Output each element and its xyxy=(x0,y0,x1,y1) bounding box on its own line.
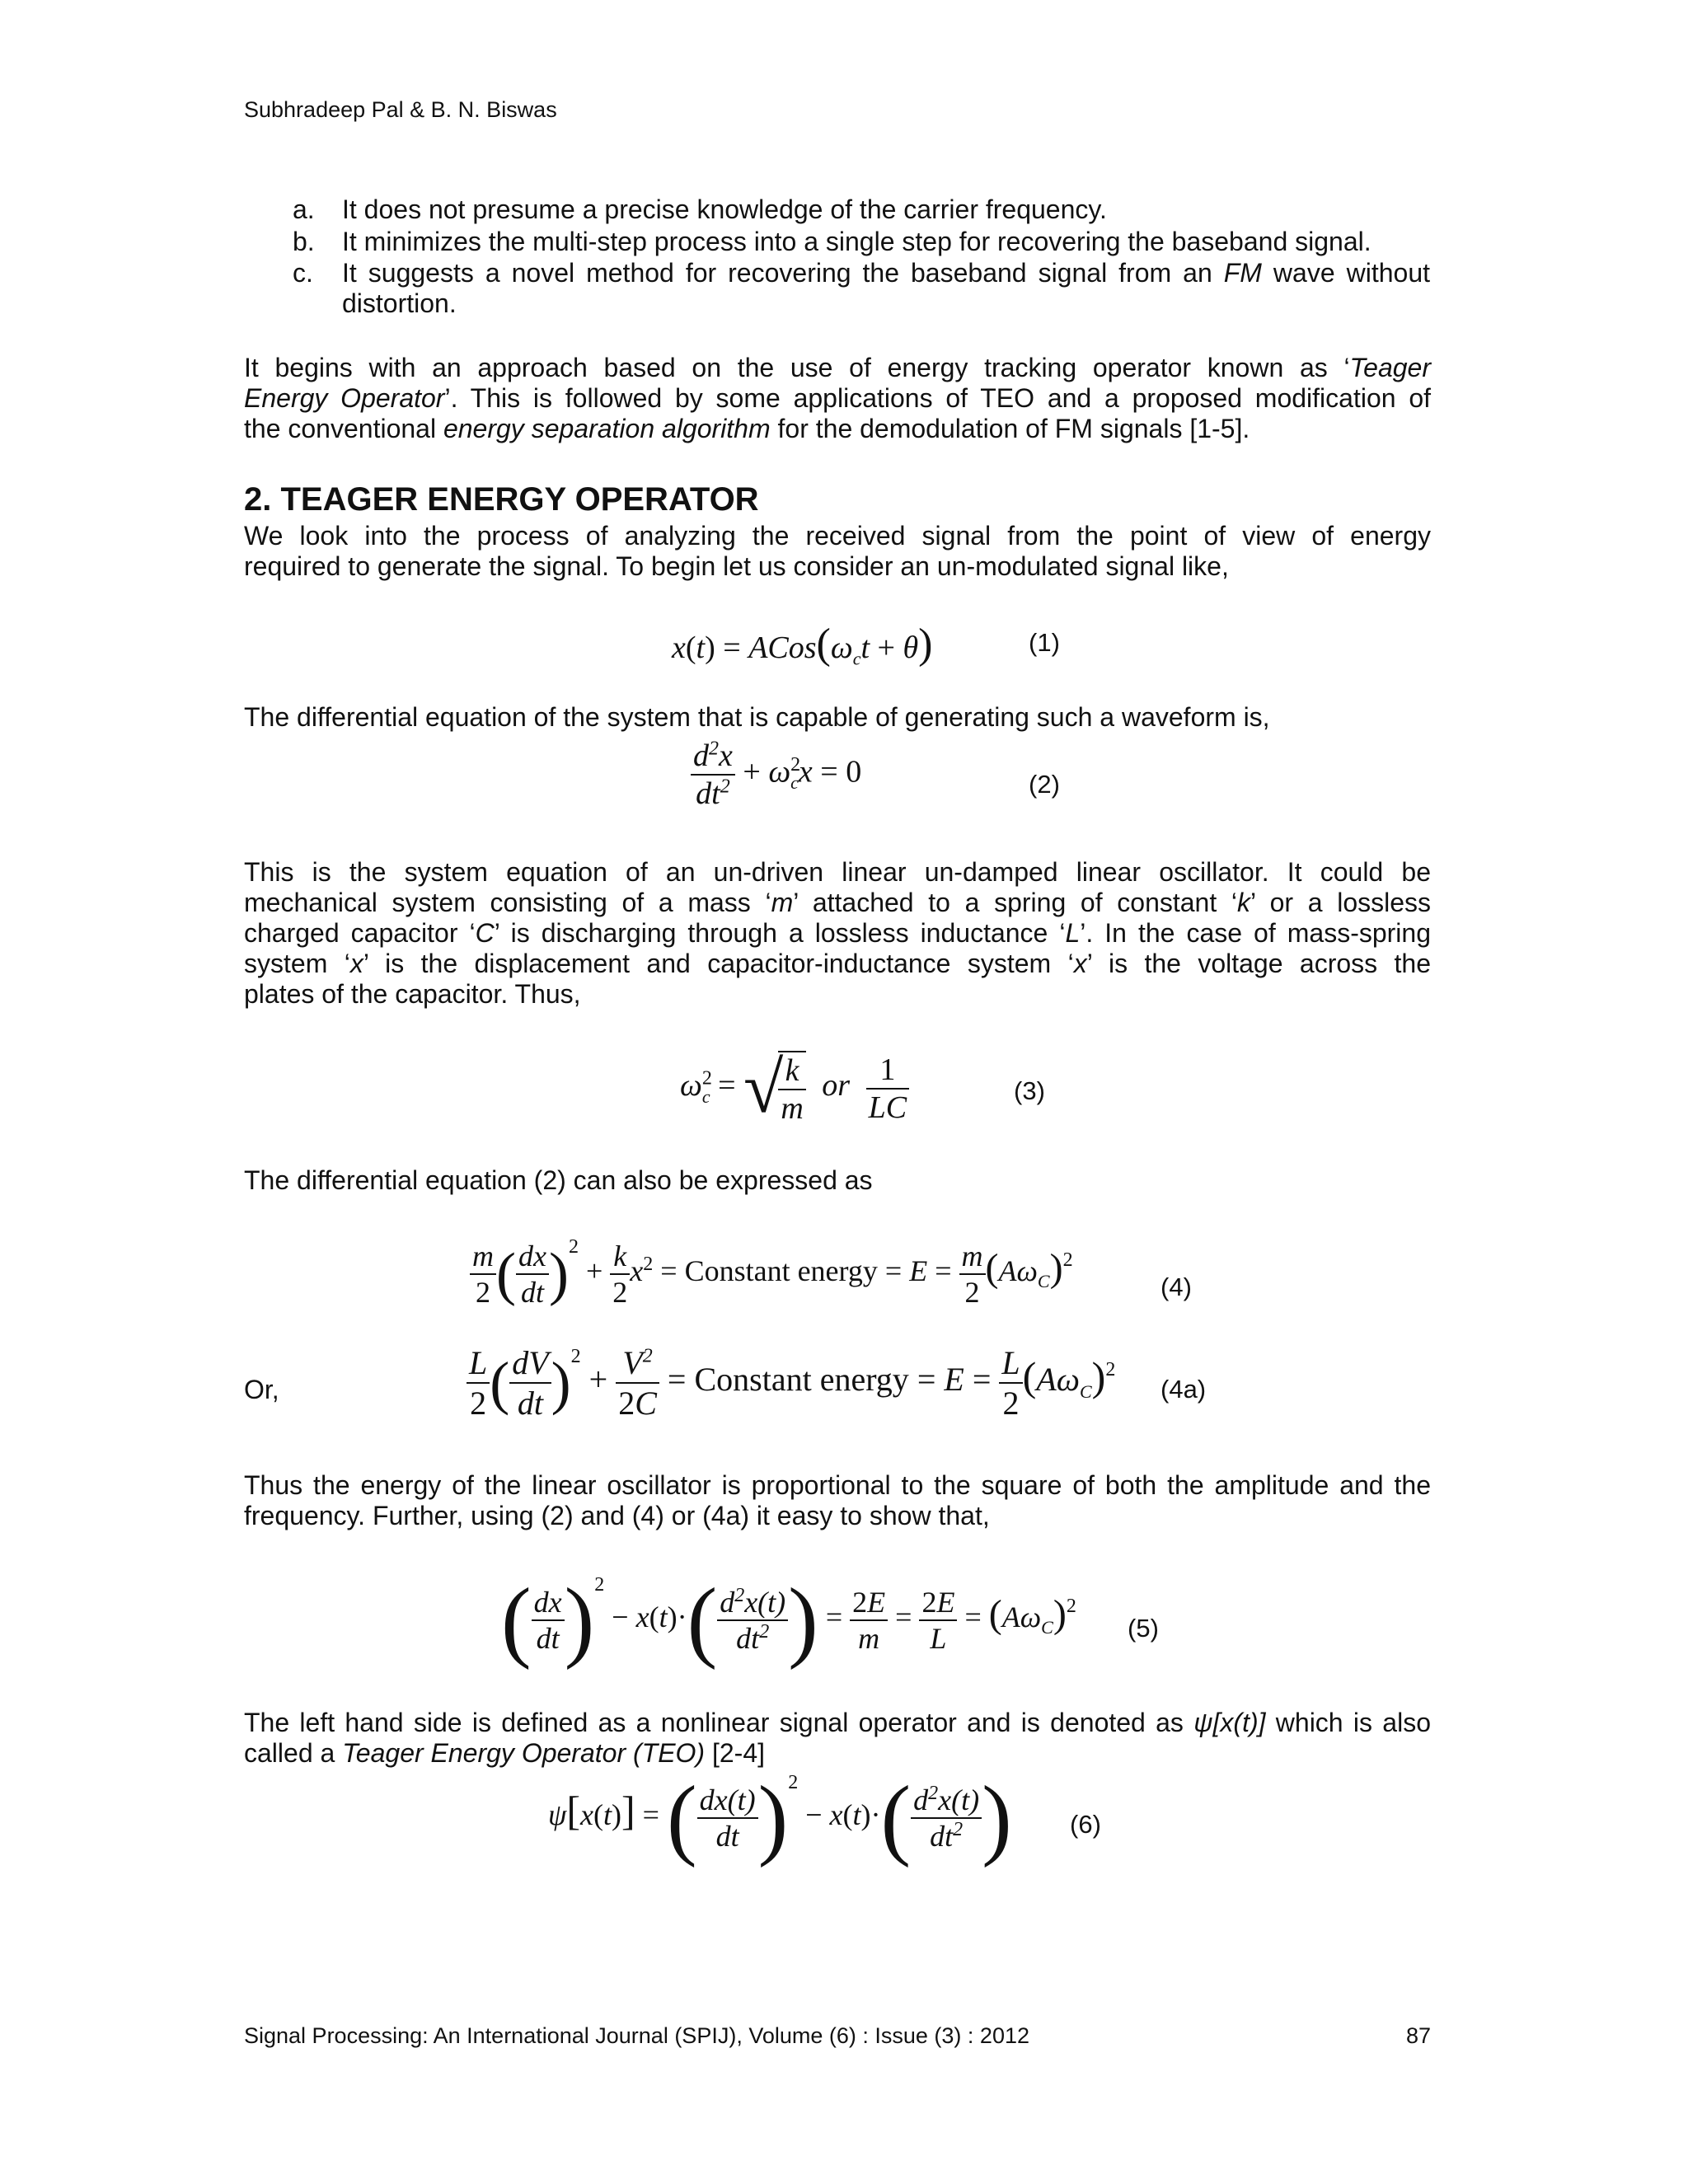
intro-paragraph xyxy=(244,353,1431,444)
text-line: The left hand side is defined as a nonlinear signal operator and is denoted as ψ[x(t)] which is also xyxy=(244,1708,1432,1737)
equation-4a: $\frac{L}{2}$ ( $\frac{dV}{dt}$ )$^2$ + $\frac{V^2}{2C}$ = Constant energy = E = $\frac{L}{2}$ $(A\omega_C)^2$ xyxy=(467,1343,1115,1422)
equation-1: $x(t) = ACos(\omega_ct + \theta)$ xyxy=(672,621,933,669)
list-item xyxy=(293,194,1430,225)
list-text: It minimizes the multi-step process into a single step for recovering the baseband signal. xyxy=(342,227,1372,256)
list-text: It does not presume a precise knowledge of the carrier frequency. xyxy=(342,194,1107,224)
text-line: Thus the energy of the linear oscillator is proportional to the square of both the amplitude and the xyxy=(244,1470,1431,1500)
text-line: frequency. Further, using (2) and (4) or (4a) it easy to show that, xyxy=(244,1501,990,1530)
equation-2: $\frac{d^2x}{dt^2}$ + $\omega^2_cx = 0$ xyxy=(691,738,861,812)
list-item xyxy=(293,227,1430,257)
paragraph: The differential equation (2) can also be expressed as xyxy=(244,1165,873,1195)
equation-number: (1) xyxy=(1029,628,1060,657)
list-text-line: It suggests a novel method for recovering the baseband signal from an FM wave without xyxy=(342,258,1431,288)
equation-number: (5) xyxy=(1128,1614,1159,1643)
equation-number: (4) xyxy=(1160,1272,1192,1301)
equation-5: ( $\frac{dx}{dt}$ )$^2$ − x(t)·( $\frac{d^2x(t)}{dt^2}$ ) = $\frac{2E}{m}$ = $\frac{2E}{L}$ = $(A\omega_C)^2$ xyxy=(501,1569,1076,1671)
list-label: a. xyxy=(293,194,315,224)
section-heading: 2. TEAGER ENERGY OPERATOR xyxy=(244,481,759,518)
text-line: Energy Operator’. This is followed by some applications of TEO and a proposed modification of xyxy=(244,383,1431,413)
list-label: b. xyxy=(293,227,315,256)
text-line: required to generate the signal. To begin let us consider an un-modulated signal like, xyxy=(244,551,1229,581)
paragraph xyxy=(244,857,1431,1010)
equation-number: (4a) xyxy=(1160,1375,1207,1404)
list-item xyxy=(293,258,1430,319)
equation-number: (3) xyxy=(1014,1076,1045,1105)
text-line: mechanical system consisting of a mass ‘m’ attached to a spring of constant ‘k’ or a lossless xyxy=(244,888,1432,917)
equation-number: (6) xyxy=(1070,1810,1101,1839)
footer-journal: Signal Processing: An International Journal (SPIJ), Volume (6) : Issue (3) : 2012 xyxy=(244,2023,1029,2048)
paragraph xyxy=(244,1470,1431,1531)
text-line: We look into the process of analyzing the received signal from the point of view of energy xyxy=(244,521,1431,551)
equation-4: $\frac{m}{2}$ ( $\frac{dx}{dt}$ )$^2$ + $\frac{k}{2}$ $x^2$ = Constant energy = E = $\frac{m}{2}$ $(A\omega_C)^2$ xyxy=(470,1236,1073,1310)
running-header: Subhradeep Pal & B. N. Biswas xyxy=(244,97,557,122)
or-label: Or, xyxy=(244,1375,279,1404)
text-line: charged capacitor ‘C’ is discharging through a lossless inductance ‘L’. In the case of mass-spring xyxy=(244,918,1432,948)
text-line: plates of the capacitor. Thus, xyxy=(244,979,581,1009)
paragraph xyxy=(244,1708,1431,1769)
text-line: called a Teager Energy Operator (TEO) [2-4] xyxy=(244,1738,765,1768)
equation-6: ψ[x(t)] = ( $\frac{dx(t)}{dt}$ )$^2$ − x(t)·( $\frac{d^2x(t)}{dt^2}$ ) xyxy=(548,1767,1012,1868)
paragraph xyxy=(244,521,1431,582)
list-label: c. xyxy=(293,258,313,288)
text-line: It begins with an approach based on the use of energy tracking operator known as ‘Teager xyxy=(244,353,1431,382)
equation-number: (2) xyxy=(1029,770,1060,799)
paragraph: The differential equation of the system that is capable of generating such a waveform is, xyxy=(244,702,1270,732)
equation-3: $\omega^2_c$ = √ $\frac{k}{m}$ or $\frac{1}{LC}$ xyxy=(680,1047,909,1130)
text-line: This is the system equation of an un-driven linear un-damped linear oscillator. It could be xyxy=(244,857,1431,887)
text-line: the conventional energy separation algorithm for the demodulation of FM signals [1-5]. xyxy=(244,414,1250,443)
list-text-line: distortion. xyxy=(342,288,457,318)
page-number: 87 xyxy=(1405,2023,1431,2048)
text-line: system ‘x’ is the displacement and capacitor-inductance system ‘x’ is the voltage across the xyxy=(244,949,1432,978)
